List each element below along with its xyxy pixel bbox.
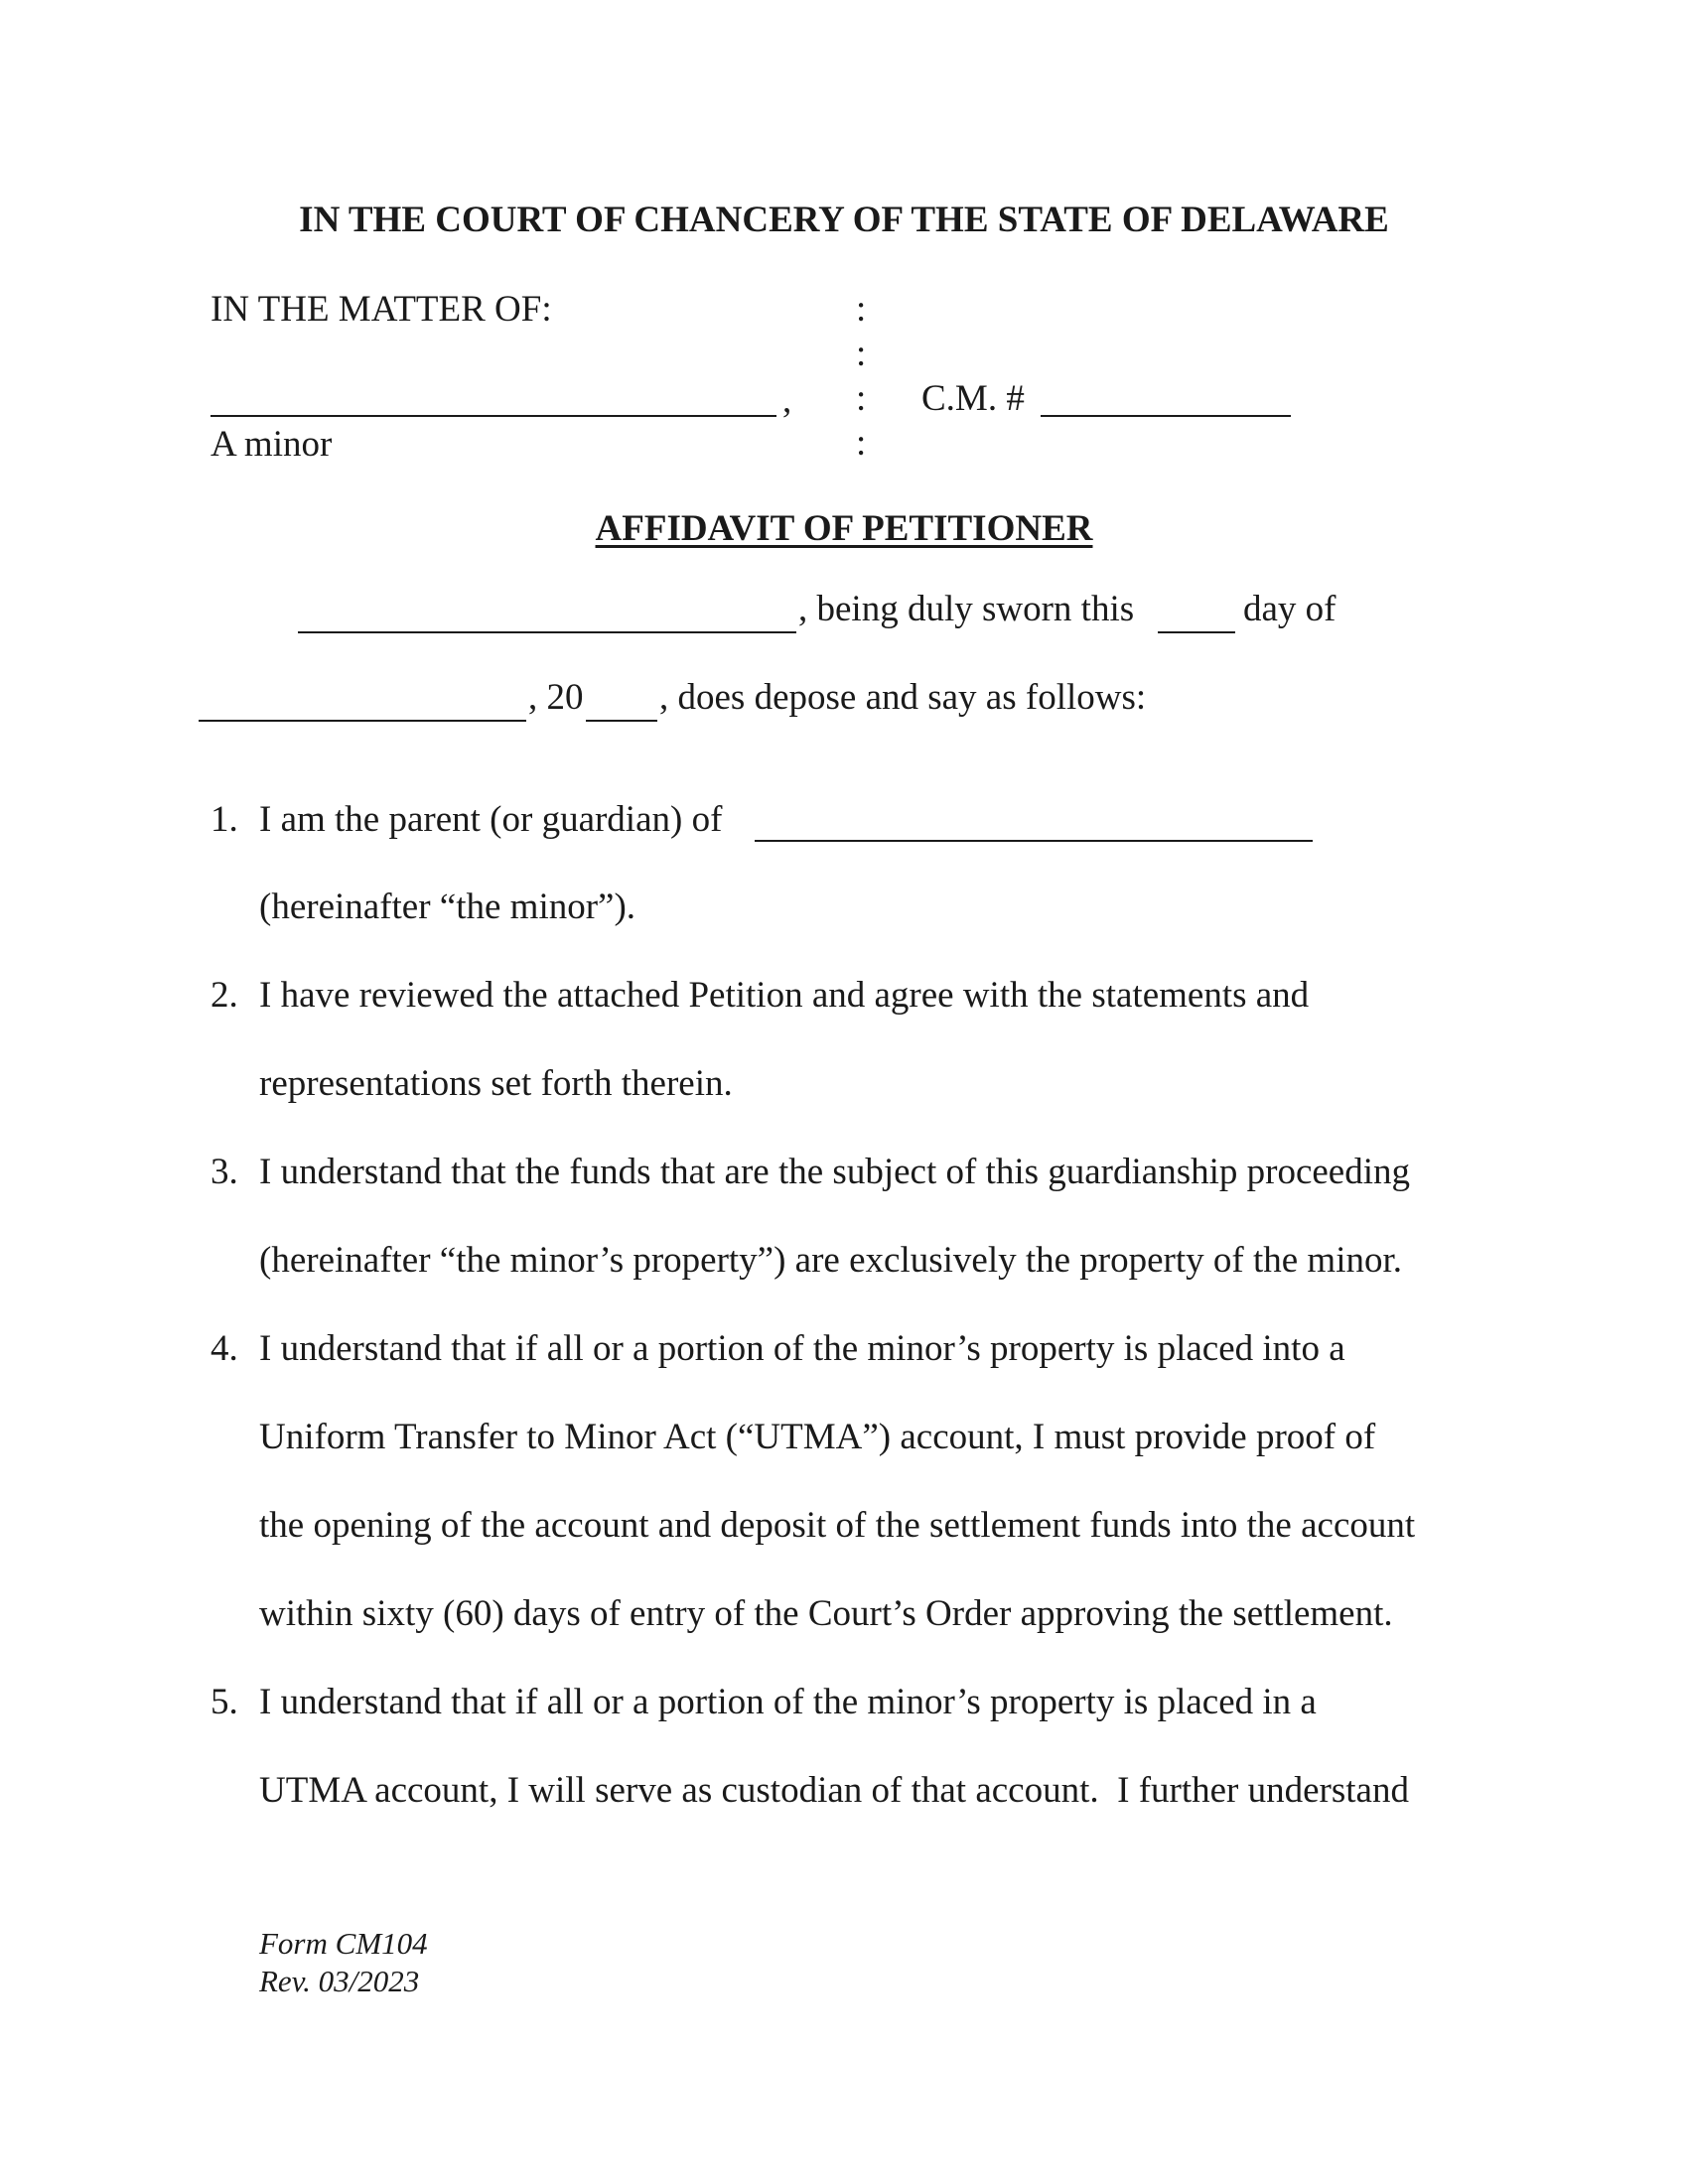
caption-colon: : — [856, 378, 867, 419]
item-line: representations set forth therein. — [259, 1063, 733, 1104]
item-line: (hereinafter “the minor’s property”) are exclusively the property of the minor. — [259, 1240, 1403, 1281]
cm-number-label: C.M. # — [921, 378, 1025, 419]
item-line: within sixty (60) days of entry of the Court’s Order approving the settlement. — [259, 1593, 1393, 1634]
item-line: UTMA account, I will serve as custodian of that account. I further understand — [259, 1770, 1409, 1811]
item-number: 1. — [211, 799, 238, 840]
item-line: I am the parent (or guardian) of — [259, 799, 723, 840]
item-line: I understand that if all or a portion of the minor’s property is placed into a — [259, 1328, 1345, 1369]
month-blank[interactable] — [199, 720, 526, 722]
oath-day-of-text: day of — [1243, 589, 1336, 629]
item-line: the opening of the account and deposit of the settlement funds into the account — [259, 1505, 1416, 1546]
item-line: I understand that if all or a portion of the minor’s property is placed in a — [259, 1682, 1317, 1722]
form-number: Form CM104 — [259, 1926, 428, 1961]
minor-name-field-blank[interactable] — [755, 840, 1313, 842]
petitioner-name-blank[interactable] — [298, 631, 796, 633]
form-revision: Rev. 03/2023 — [259, 1964, 420, 1998]
item-line: I understand that the funds that are the subject of this guardianship proceeding — [259, 1152, 1410, 1192]
minor-name-comma: , — [782, 380, 792, 421]
year-blank[interactable] — [586, 720, 657, 722]
item-number: 5. — [211, 1682, 238, 1722]
caption-colon: : — [856, 423, 867, 464]
minor-name-blank[interactable] — [211, 415, 776, 417]
oath-year-prefix: , 20 — [528, 677, 584, 718]
cm-number-blank[interactable] — [1041, 415, 1291, 417]
minor-label: A minor — [211, 424, 333, 465]
oath-depose-text: , does depose and say as follows: — [659, 677, 1147, 718]
affidavit-title: AFFIDAVIT OF PETITIONER — [595, 508, 1093, 549]
caption-colon: : — [856, 289, 867, 330]
item-line: I have reviewed the attached Petition and agree with the statements and — [259, 975, 1310, 1016]
matter-label: IN THE MATTER OF: — [211, 289, 552, 330]
caption-colon: : — [856, 334, 867, 374]
item-line: Uniform Transfer to Minor Act (“UTMA”) account, I must provide proof of — [259, 1417, 1376, 1457]
oath-sworn-text: , being duly sworn this — [798, 589, 1135, 629]
item-line: (hereinafter “the minor”). — [259, 887, 636, 927]
item-number: 3. — [211, 1152, 238, 1192]
day-blank[interactable] — [1158, 631, 1235, 633]
court-title: IN THE COURT OF CHANCERY OF THE STATE OF DELAWARE — [299, 200, 1389, 240]
item-number: 4. — [211, 1328, 238, 1369]
item-number: 2. — [211, 975, 238, 1016]
